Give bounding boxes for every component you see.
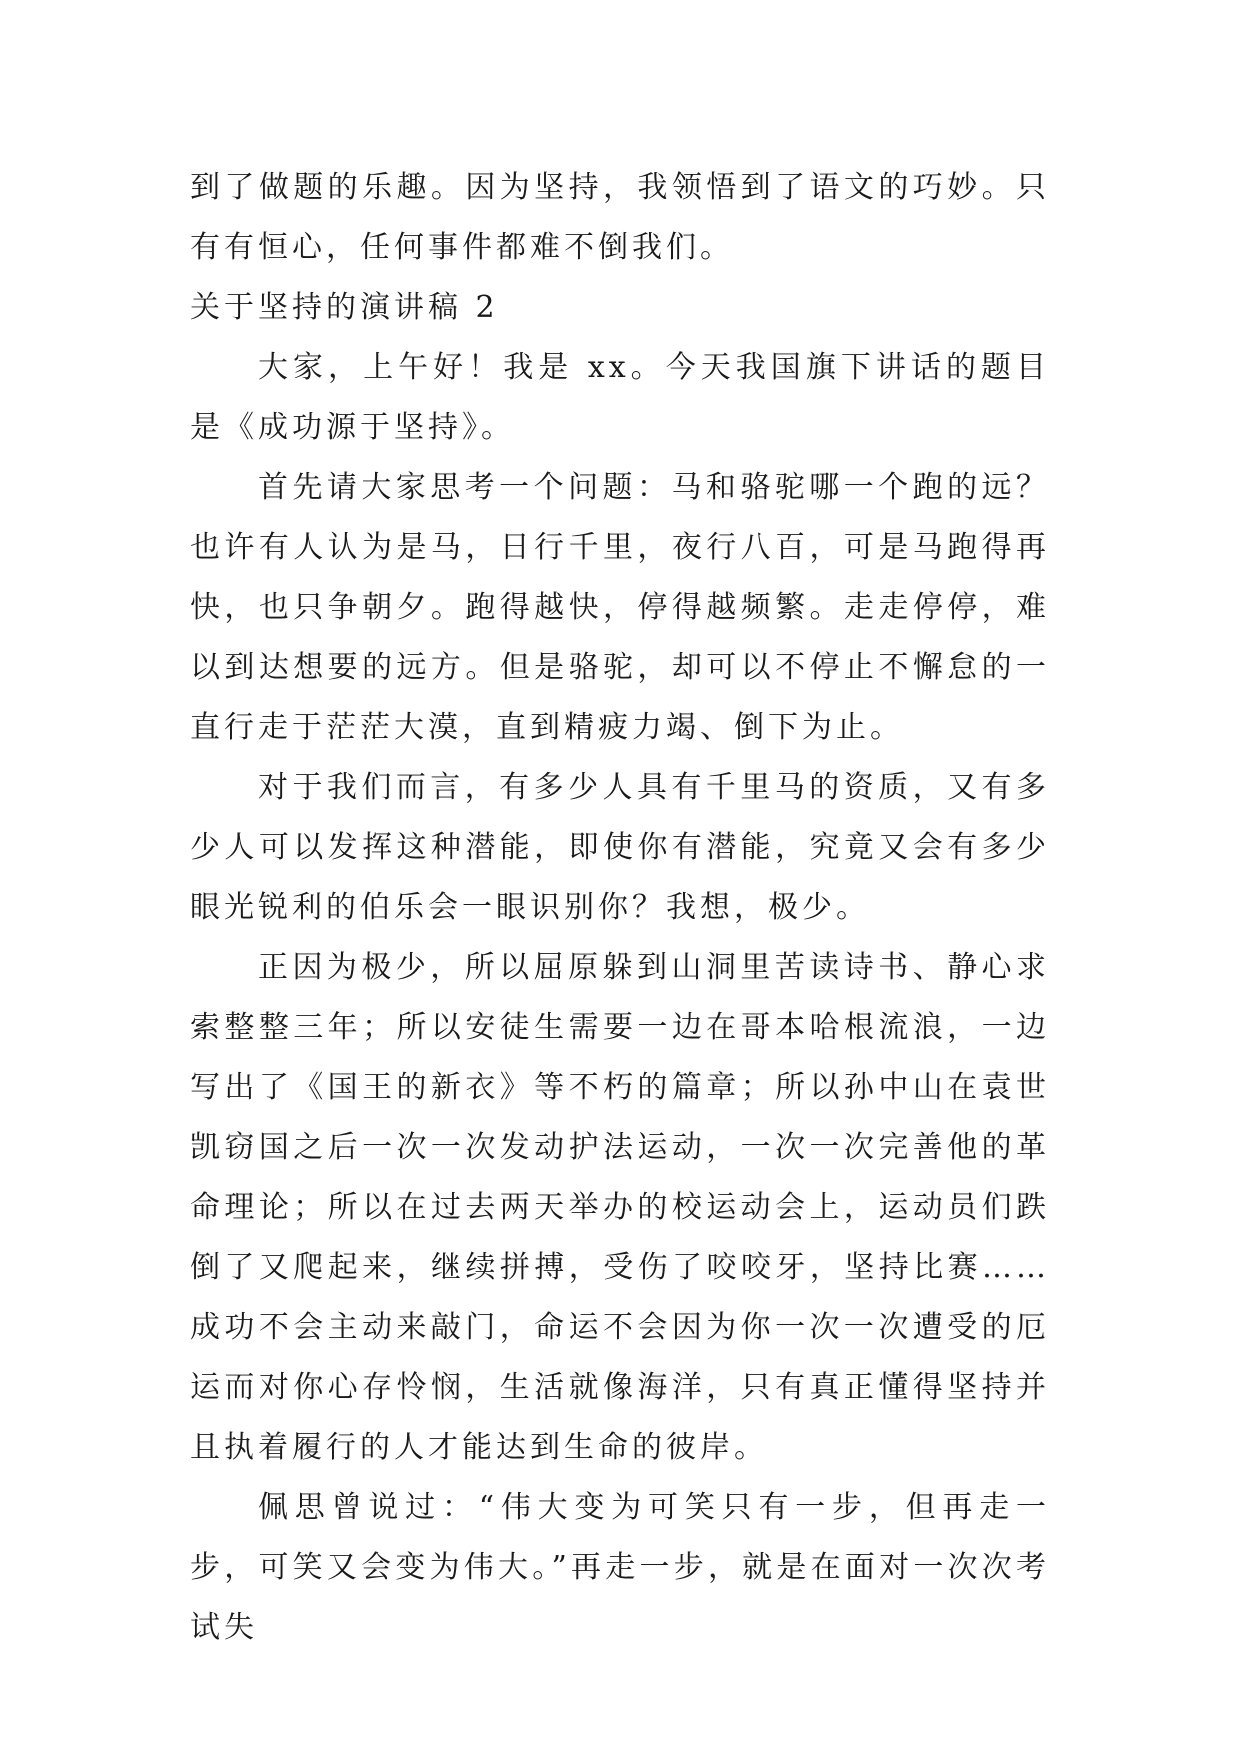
paragraph-horse-camel: 首先请大家思考一个问题：马和骆驼哪一个跑的远？也许有人认为是马，日行千里，夜行八百，可是马跑得再快，也只争朝夕。跑得越快，停得越频繁。走走停停，难以到达想要的远方。但是骆驼，却可以不停止不懈怠的一直行走于茫茫大漠，直到精疲力竭、倒下为止。	[190, 470, 1050, 745]
paragraph-greeting: 大家，上午好！我是 xx。今天我国旗下讲话的题目是《成功源于坚持》。	[190, 350, 1050, 445]
paragraph-continued: 到了做题的乐趣。因为坚持，我领悟到了语文的巧妙。只有有恒心，任何事件都难不倒我们。	[190, 170, 1050, 265]
section-title: 关于坚持的演讲稿 2	[190, 290, 499, 325]
paragraph-quote: 佩思曾说过：“伟大变为可笑只有一步，但再走一步，可笑又会变为伟大。”再走一步，就是在面对一次次考试失	[190, 1490, 1050, 1645]
paragraph-examples: 正因为极少，所以屈原躲到山洞里苦读诗书、静心求索整整三年；所以安徒生需要一边在哥本哈根流浪，一边写出了《国王的新衣》等不朽的篇章；所以孙中山在袁世凯窃国之后一次一次发动护法运动，一次一次完善他的革命理论；所以在过去两天举办的校运动会上，运动员们跌倒了又爬起来，继续拼搏，受伤了咬咬牙，坚持比赛……成功不会主动来敲门，命运不会因为你一次一次遭受的厄运而对你心存怜悯，生活就像海洋，只有真正懂得坚持并且执着履行的人才能达到生命的彼岸。	[190, 950, 1050, 1465]
paragraph-talent: 对于我们而言，有多少人具有千里马的资质，又有多少人可以发挥这种潜能，即使你有潜能，究竟又会有多少眼光锐利的伯乐会一眼识别你？我想，极少。	[190, 770, 1050, 925]
document-body	[190, 158, 1050, 1658]
